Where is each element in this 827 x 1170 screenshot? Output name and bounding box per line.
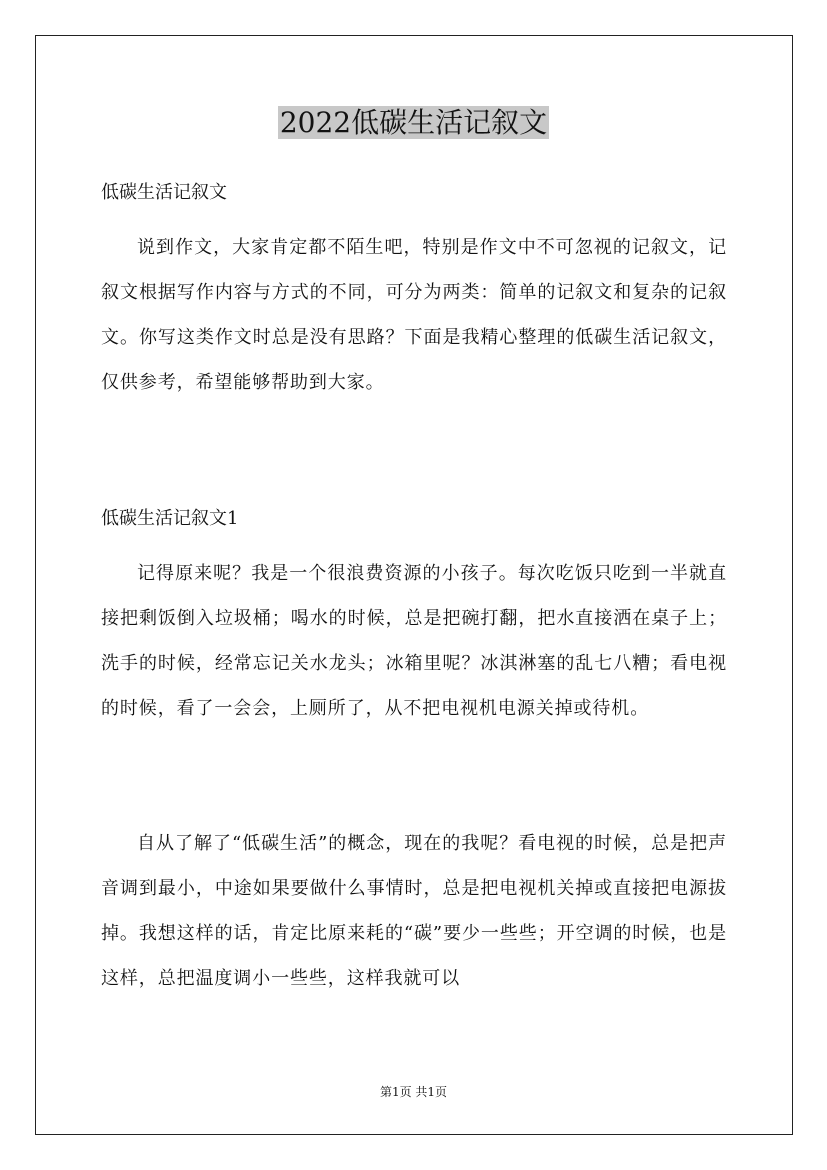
document-title-text: 2022低碳生活记叙文 — [279, 106, 548, 139]
document-title — [0, 103, 827, 143]
body-paragraph-1: 记得原来呢？我是一个很浪费资源的小孩子。每次吃饭只吃到一半就直接把剩饭倒入垃圾桶；喝水的时候，总是把碗打翻，把水直接洒在桌子上；洗手的时候，经常忘记关水龙头；冰箱里呢？冰淇淋塞的乱七八糟；看电视的时候，看了一会会，上厕所了，从不把电视机电源关掉或待机。 — [101, 563, 727, 719]
body-paragraph-2: 自从了解了“低碳生活”的概念，现在的我呢？看电视的时候，总是把声音调到最小，中途如果要做什么事情时，总是把电视机关掉或直接把电源拔掉。我想这样的话，肯定比原来耗的“碳”要少一些些；开空调的时候，也是这样，总把温度调小一些些，这样我就可以 — [101, 833, 727, 989]
page-number-footer: 第1页 共1页 — [379, 1085, 448, 1099]
section-title: 低碳生活记叙文1 — [101, 508, 239, 529]
intro-paragraph: 说到作文，大家肯定都不陌生吧，特别是作文中不可忽视的记叙文，记叙文根据写作内容与方式的不同，可分为两类：简单的记叙文和复杂的记叙文。你写这类作文时总是没有思路？下面是我精心整理的低碳生活记叙文，仅供参考，希望能够帮助到大家。 — [101, 237, 727, 393]
document-heading: 低碳生活记叙文 — [101, 182, 227, 203]
